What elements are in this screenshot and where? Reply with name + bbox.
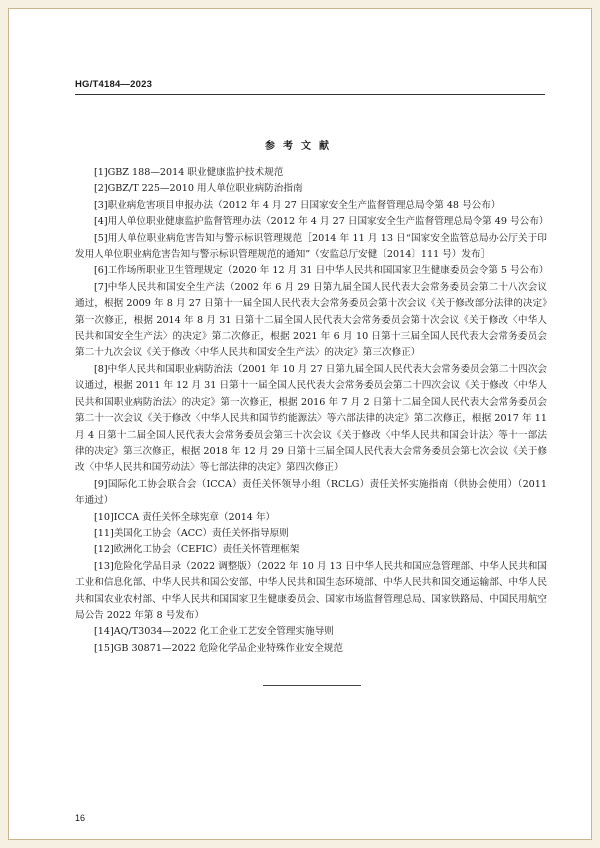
reference-item: [9]国际化工协会联合会（ICCA）责任关怀领导小组（RCLG）责任关怀实施指南（供协会使用）（2011 年通过） (75, 478, 547, 507)
standard-code: HG/T4184—2023 (75, 79, 153, 90)
reference-item: [2]GBZ/T 225—2010 用人单位职业病防治指南 (94, 183, 303, 195)
reference-item: [12]欧洲化工协会（CEFIC）责任关怀管理框架 (94, 544, 300, 556)
page-number: 16 (75, 813, 86, 823)
reference-list (75, 165, 547, 657)
section-title: 参考文献 (265, 141, 337, 152)
reference-item: [10]ICCA 责任关怀全球宪章（2014 年） (94, 511, 276, 523)
reference-item: [8]中华人民共和国职业病防治法（2001 年 10 月 27 日第九届全国人民代表大会常务委员会第二十四次会议通过，根据 2011 年 12 月 31 日第十一届全国人民代表大会常务委员会第二十四次会议《关于修改〈中华人民共和国职业病防治法〉的决定》第一次修正，根据 2016 年 7 月 2 日第十二届全国人民代表大会常务委员会第二十一次会议《关于修改〈中华人民共和国节约能源法〉等六部法律的决定》第二次修正，根据 2017 年 11 月 4 日第十二届全国人民代表大会常务委员会第三十次会议《关于修改〈中华人民共和国会计法〉等十一部法律的决定》第三次修正，根据 2018 年 12 月 29 日第十三届全国人民代表大会常务委员会第七次会议《关于修改〈中华人民共和国劳动法〉等七部法律的决定》第四次修正） (75, 363, 547, 474)
reference-item: [13]危险化学品目录（2022 调整版）（2022 年 10 月 13 日中华人民共和国应急管理部、中华人民共和国工业和信息化部、中华人民共和国公安部、中华人民共和国生态环境部、中华人民共和国交通运输部、中华人民共和国农业农村部、中华人民共和国国家卫生健康委员会、国家市场监督管理总局、国家铁路局、中国民用航空局公告 2022 年第 8 号发布） (75, 560, 547, 621)
reference-item: [6]工作场所职业卫生管理规定（2020 年 12 月 31 日中华人民共和国国家卫生健康委员会令第 5 号公布） (94, 265, 549, 277)
reference-item: [4]用人单位职业健康监护监督管理办法（2012 年 4 月 27 日国家安全生产监督管理总局令第 49 号公布） (94, 216, 549, 228)
reference-item: [3]职业病危害项目申报办法（2012 年 4 月 27 日国家安全生产监督管理总局令第 48 号公布） (94, 199, 501, 211)
end-rule (263, 685, 361, 686)
reference-item: [14]AQ/T3034—2022 化工企业工艺安全管理实施导则 (94, 626, 334, 638)
reference-item: [1]GBZ 188—2014 职业健康监护技术规范 (94, 167, 284, 178)
reference-item: [5]用人单位职业病危害告知与警示标识管理规范［2014 年 11 月 13 日“国家安全监管总局办公厅关于印发用人单位职业病危害告知与警示标识管理规范的通知”（安监总厅安健〔2014〕111 号）发布］ (75, 232, 547, 261)
document-page (8, 8, 592, 840)
reference-item: [11]美国化工协会（ACC）责任关怀指导原则 (94, 527, 289, 539)
header-rule (75, 94, 545, 95)
reference-item: [7]中华人民共和国安全生产法（2002 年 6 月 29 日第九届全国人民代表大会常务委员会第二十八次会议通过，根据 2009 年 8 月 27 日第十一届全国人民代表大会常务委员会第十次会议《关于修改部分法律的决定》第一次修正，根据 2014 年 8 月 31 日第十二届全国人民代表大会常务委员会第十次会议《关于修改〈中华人民共和国安全生产法〉的决定》第二次修正，根据 2021 年 6 月 10 日第十三届全国人民代表大会常务委员会第二十九次会议《关于修改〈中华人民共和国安全生产法〉的决定》第三次修正） (75, 281, 547, 359)
reference-item: [15]GB 30871—2022 危险化学品企业特殊作业安全规范 (94, 642, 343, 654)
